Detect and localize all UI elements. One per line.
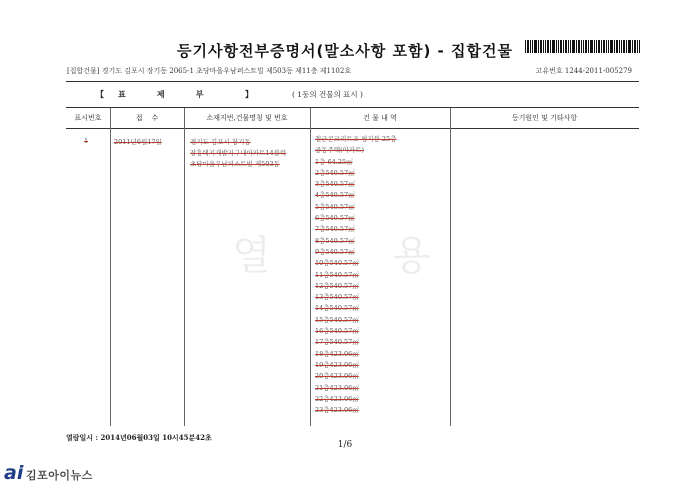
entry-location-line-2: 장흥택지개발지구내아파트14블럭 [190,149,287,157]
entry-location-line-3: 초당마을우남퍼스트빌 제503동 [190,160,280,168]
publisher-logo[interactable] [4,462,124,486]
entry-location-line-1: 경기도 김포시 장기동 [190,138,251,146]
entry-detail-line: 10층540.57㎡ [315,259,359,268]
part-subtitle: ( 1동의 건물의 표시 ) [292,90,363,99]
col-divider-2 [184,108,185,426]
entry-detail-line: 5층540.57㎡ [315,202,355,211]
entry-detail-line: 2층540.57㎡ [315,168,355,177]
entry-detail-line: 22층423.06㎡ [315,394,359,403]
part-open-bracket: 【 [96,89,104,99]
entry-number: 1 [84,137,89,145]
entry-detail-line: 11층540.57㎡ [315,270,359,279]
entry-detail-line: 14층540.57㎡ [315,304,359,313]
divider-top [66,81,639,82]
entry-detail-line: 18층423.06㎡ [315,349,359,358]
part-close-bracket: 】 [245,89,253,99]
entry-detail-line: 12층540.57㎡ [315,281,359,290]
entry-detail-line: 13층540.57㎡ [315,293,359,302]
entry-detail-line: 7층540.57㎡ [315,225,355,234]
col-header-remarks: 등기원인 및 기타사항 [511,114,578,122]
col-divider-1 [110,108,111,426]
col-header-number: 표시번호 [74,114,102,122]
entry-detail-line: 23층423.06㎡ [315,406,359,415]
divider-header-bottom [66,128,639,129]
col-divider-4 [450,108,451,426]
view-datetime: 열람일시 : 2014년06월03일 10시45분42초 [66,433,212,442]
entry-detail-line: 6층540.57㎡ [315,214,355,223]
logo-name: 김포아이뉴스 [26,469,93,482]
entry-detail-line: 공동주택(아파트) [315,146,365,155]
barcode [525,40,640,53]
entry-detail-line: 16층540.57㎡ [315,327,359,336]
entry-detail-line: 8층540.57㎡ [315,236,355,245]
entry-detail-line: 3층540.57㎡ [315,180,355,189]
entry-received-date: 2011년6월17일 [114,138,162,146]
page-number: 1/6 [337,440,353,450]
property-address: [집합건물] 경기도 김포시 장기동 2065-1 초당마을우남퍼스트빌 제503동 제11층 제1102호 [67,67,352,75]
entry-detail-line: 철근콘크리트조 평지붕 25층 [315,135,397,143]
col-divider-3 [310,108,311,426]
entry-detail-line: 9층540.57㎡ [315,247,355,256]
entry-detail-line: 20층423.06㎡ [315,372,359,381]
entry-detail-line: 15층540.57㎡ [315,315,359,324]
entry-detail-line: 4층540.57㎡ [315,191,355,200]
entry-detail-line: 1층 64.25㎡ [315,157,353,166]
entry-detail-line: 19층423.06㎡ [315,360,359,369]
watermark-left: 열 [232,233,271,279]
entry-detail-line: 21층423.06㎡ [315,383,359,392]
part-name: 표 제 부 [118,89,208,99]
divider-header-top [66,107,639,108]
document-title: 등기사항전부증명서(말소사항 포함) - 집합건물 [177,42,513,60]
unique-number: 고유번호 1244-2011-005279 [535,67,632,75]
entry-detail-line: 17층540.57㎡ [315,338,359,347]
logo-mark: ai [4,462,24,484]
col-header-location: 소재지번,건물명칭 및 번호 [206,114,288,122]
entry-details-list [315,134,396,416]
col-header-details: 건 물 내 역 [363,114,397,122]
col-header-received: 접 수 [135,114,159,122]
watermark-right: 용 [392,233,431,279]
